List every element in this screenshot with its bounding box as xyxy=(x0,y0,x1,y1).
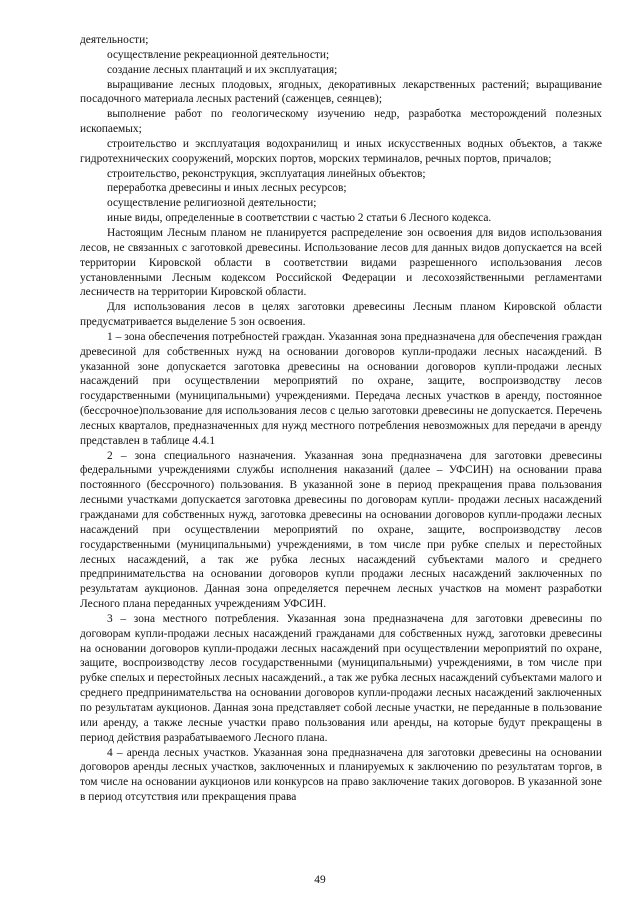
list-item: выполнение работ по геологическому изучению недр, разработка месторождений полезных ископаемых; xyxy=(80,108,602,136)
list-item: создание лесных плантаций и их эксплуатация; xyxy=(107,63,338,76)
paragraph-zone-4: 4 – аренда лесных участков. Указанная зона предназначена для заготовки древесины на основании договоров аренды лесных участков, заключенных и планируемых к заключению по результатам торгов, в том числе на основании аукционов или конкурсов на право заключение таких договоров. В указанной зоне в период отсутствия или прекращения права xyxy=(80,746,602,804)
list-item: иные виды, определенные в соответствии с частью 2 статьи 6 Лесного кодекса. xyxy=(107,212,492,225)
list-item: строительство и эксплуатация водохранилищ и иных искусственных водных объектов, а также гидротехнических сооружений, морских портов, морских терминалов, речных портов, причалов; xyxy=(80,137,602,165)
paragraph-zone-1: 1 – зона обеспечения потребностей граждан. Указанная зона предназначена для обеспечения граждан древесиной для собственных нужд на основании договоров купли-продажи лесных насаждений. В указанной зоне допускается заготовка древесины на основании договоров купли-продажи лесных насаждений при осуществлении мероприятий по охране, защите, воспроизводству лесов государственными (муниципальными) учреждениями. Передача лесных участков в аренду, постоянное (бессрочное)пользование для использования лесов с целью заготовки древесины не допускается. Перечень лесных кварталов, предназначенных для нужд местного потребления невозможных для передачи в аренду представлен в таблице 4.4.1 xyxy=(80,330,602,447)
list-item: осуществление рекреационной деятельности; xyxy=(107,48,330,61)
paragraph: Настоящим Лесным планом не планируется распределение зон освоения для видов использования лесов, не связанных с заготовкой древесины. Использование лесов для данных видов допускается на всей территории Кировской области в соответствии видами разрешенного использования лесов установленными Лесным кодексом Российской Федерации и лесохозяйственными регламентами лесничеств на территории Кировской области. xyxy=(80,226,602,299)
list-item: осуществление религиозной деятельности; xyxy=(107,197,317,210)
list-item: строительство, реконструкция, эксплуатация линейных объектов; xyxy=(107,167,426,180)
page-number: 49 xyxy=(314,874,326,886)
list-item: выращивание лесных плодовых, ягодных, декоративных лекарственных растений; выращивание посадочного материала лесных растений (саженцев, сеянцев); xyxy=(80,78,602,106)
paragraph-zone-3: 3 – зона местного потребления. Указанная зона предназначена для заготовки древесины по договорам купли-продажи лесных насаждений гражданами для собственных нужд, заготовки древесины на основании договоров купли-продажи лесных насаждений при осуществлении мероприятий по охране, защите, воспроизводству лесов государственными (муниципальными) учреждениями, в том числе при рубке спелых и перестойных лесных насаждений., а так же рубка лесных насаждений субъектами малого и среднего предпринимательства на основании договоров купли-продажи лесных насаждений заключенных по результатам аукционов. Данная зона представляет собой лесные участки, не переданные в пользование или аренду, а также лесные участки право пользования или аренды, на которые будут прекращены в период действия разрабатываемого Лесного плана. xyxy=(80,612,602,744)
paragraph: Для использования лесов в целях заготовки древесины Лесным планом Кировской области предусматривается выделение 5 зон освоения. xyxy=(80,301,602,329)
list-item: переработка древесины и иных лесных ресурсов; xyxy=(107,182,347,195)
paragraph-continuation: деятельности; xyxy=(80,34,149,46)
paragraph-zone-2: 2 – зона специального назначения. Указанная зона предназначена для заготовки древесины федеральными учреждениями службы исполнения наказаний (далее – УФСИН) на основании права постоянного (бессрочного) пользования. В указанной зоне в период прекращения права пользования лесными участками допускается заготовка древесины по договорам купли- продажи лесных насаждений гражданами для собственных нужд, заготовка древесины на основании договоров купли-продажи лесных насаждений при осуществлении мероприятий по охране, защите, воспроизводству лесов государственными (муниципальными) учреждениями, в том числе при рубке спелых и перестойных лесных насаждений, а так же рубка лесных насаждений субъектами малого и среднего предпринимательства на основании договоров купли продажи лесных насаждений заключенных по результатам аукционов. Данная зона определяется перечнем лесных участков на момент разработки Лесного плана переданных учреждениям УФСИН. xyxy=(80,449,602,611)
document-body xyxy=(80,33,602,805)
